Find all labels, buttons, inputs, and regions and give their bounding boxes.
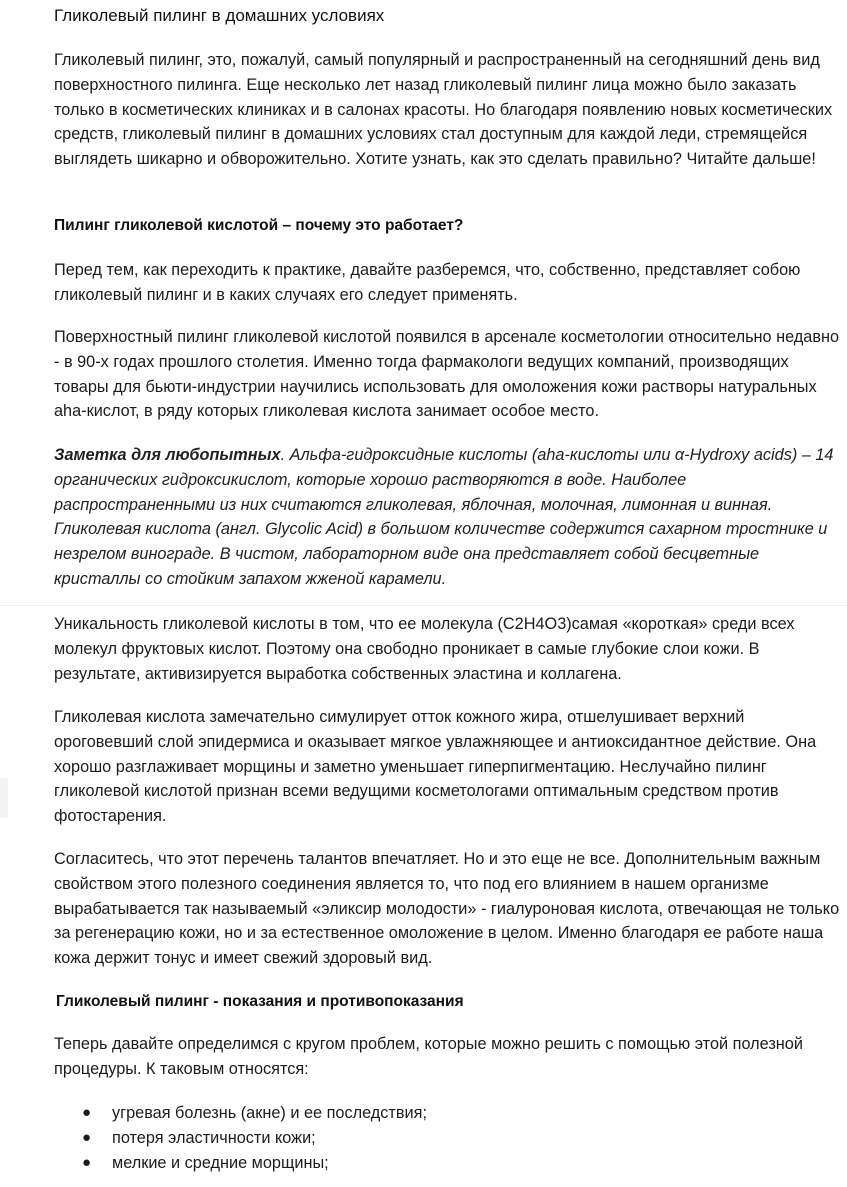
list-item: ● угревая болезнь (акне) и ее последствия; bbox=[54, 1101, 754, 1126]
section-heading-indications: Гликолевый пилинг - показания и противопоказания bbox=[56, 993, 464, 1010]
list-item: ● потеря эластичности кожи; bbox=[54, 1126, 754, 1151]
margin-marker bbox=[0, 778, 8, 818]
paragraph-molecule: Уникальность гликолевой кислоты в том, что ее молекула (C2H4O3)самая «короткая» среди всех молекул фруктовых кислот. Поэтому она свободно проникает в самые глубокие слои кожи. В результате, активизируется выработка собственных эластина и коллагена. bbox=[54, 615, 795, 683]
note-text: . Альфа-гидроксидные кислоты (aha-кислоты или α-Hydroxy acids) – 14 органических гидроксикислот, которые хорошо растворяются в воде. Наиболее распространенными из них считаются гликолевая, яблочная, молочная, лимонная и винная. Гликолевая кислота (англ. Glycolic Acid) в большом количестве содержится сахарном тростнике и незрелом винограде. В чистом, лабораторном виде она представляет собой бесцветные кристаллы со стойким запахом жженой карамели. bbox=[54, 446, 834, 588]
list-item: ● мелкие и средние морщины; bbox=[54, 1151, 754, 1176]
section-heading-why-it-works: Пилинг гликолевой кислотой – почему это работает? bbox=[54, 217, 464, 234]
paragraph-hyaluronic: Согласитесь, что этот перечень талантов впечатляет. Но и это еще не все. Дополнительным важным свойством этого полезного соединения является то, что под его влиянием в нашем организме вырабатывается так называемый «эликсир молодости» - гиалуроновая кислота, отвечающая не только за регенерацию кожи, но и за естественное омоложение в целом. Именно благодаря ее работе наша кожа держит тонус и имеет свежий здоровый вид. bbox=[54, 850, 840, 968]
paragraph-history: Поверхностный пилинг гликолевой кислотой появился в арсенале косметологии относительно недавно - в 90-х годах прошлого столетия. Именно тогда фармакологи ведущих компаний, производящих товары для бьюти-индустрии научились использовать для омоложения кожи растворы натуральных aha-кислот, в ряду которых гликолевая кислота занимает особое место. bbox=[54, 328, 840, 421]
bullet-icon: ● bbox=[82, 1128, 92, 1146]
article-title: Гликолевый пилинг в домашних условиях bbox=[54, 6, 385, 25]
paragraph-before-practice: Перед тем, как переходить к практике, давайте разберемся, что, собственно, представляет собою гликолевый пилинг и в каких случаях его следует применять. bbox=[54, 261, 801, 304]
bullet-icon: ● bbox=[82, 1153, 92, 1171]
section-divider bbox=[0, 605, 847, 606]
bullet-icon: ● bbox=[82, 1104, 92, 1121]
indications-list bbox=[54, 1101, 754, 1175]
paragraph-effects: Гликолевая кислота замечательно симулирует отток кожного жира, отшелушивает верхний ороговевший слой эпидермиса и оказывает мягкое увлажняющее и антиоксидантное действие. Она хорошо разглаживает морщины и заметно уменьшает гиперпигментацию. Неслучайно пилинг гликолевой кислотой признан всеми ведущими косметологами оптимальным средством против фотостарения. bbox=[54, 708, 817, 826]
note-label: Заметка для любопытных bbox=[54, 446, 281, 464]
paragraph-problems-intro: Теперь давайте определимся с кругом проблем, которые можно решить с помощью этой полезной процедуры. К таковым относятся: bbox=[54, 1035, 803, 1078]
intro-paragraph: Гликолевый пилинг, это, пожалуй, самый популярный и распространенный на сегодняшний день вид поверхностного пилинга. Еще несколько лет назад гликолевый пилинг лица можно было заказать только в косметических клиниках и в салонах красоты. Но благодаря появлению новых косметических средств, гликолевый пилинг в домашних условиях стал доступным для каждой леди, стремящейся выглядеть шикарно и обворожительно. Хотите узнать, как это сделать правильно? Читайте дальше! bbox=[54, 51, 833, 169]
note-for-curious bbox=[54, 443, 844, 592]
